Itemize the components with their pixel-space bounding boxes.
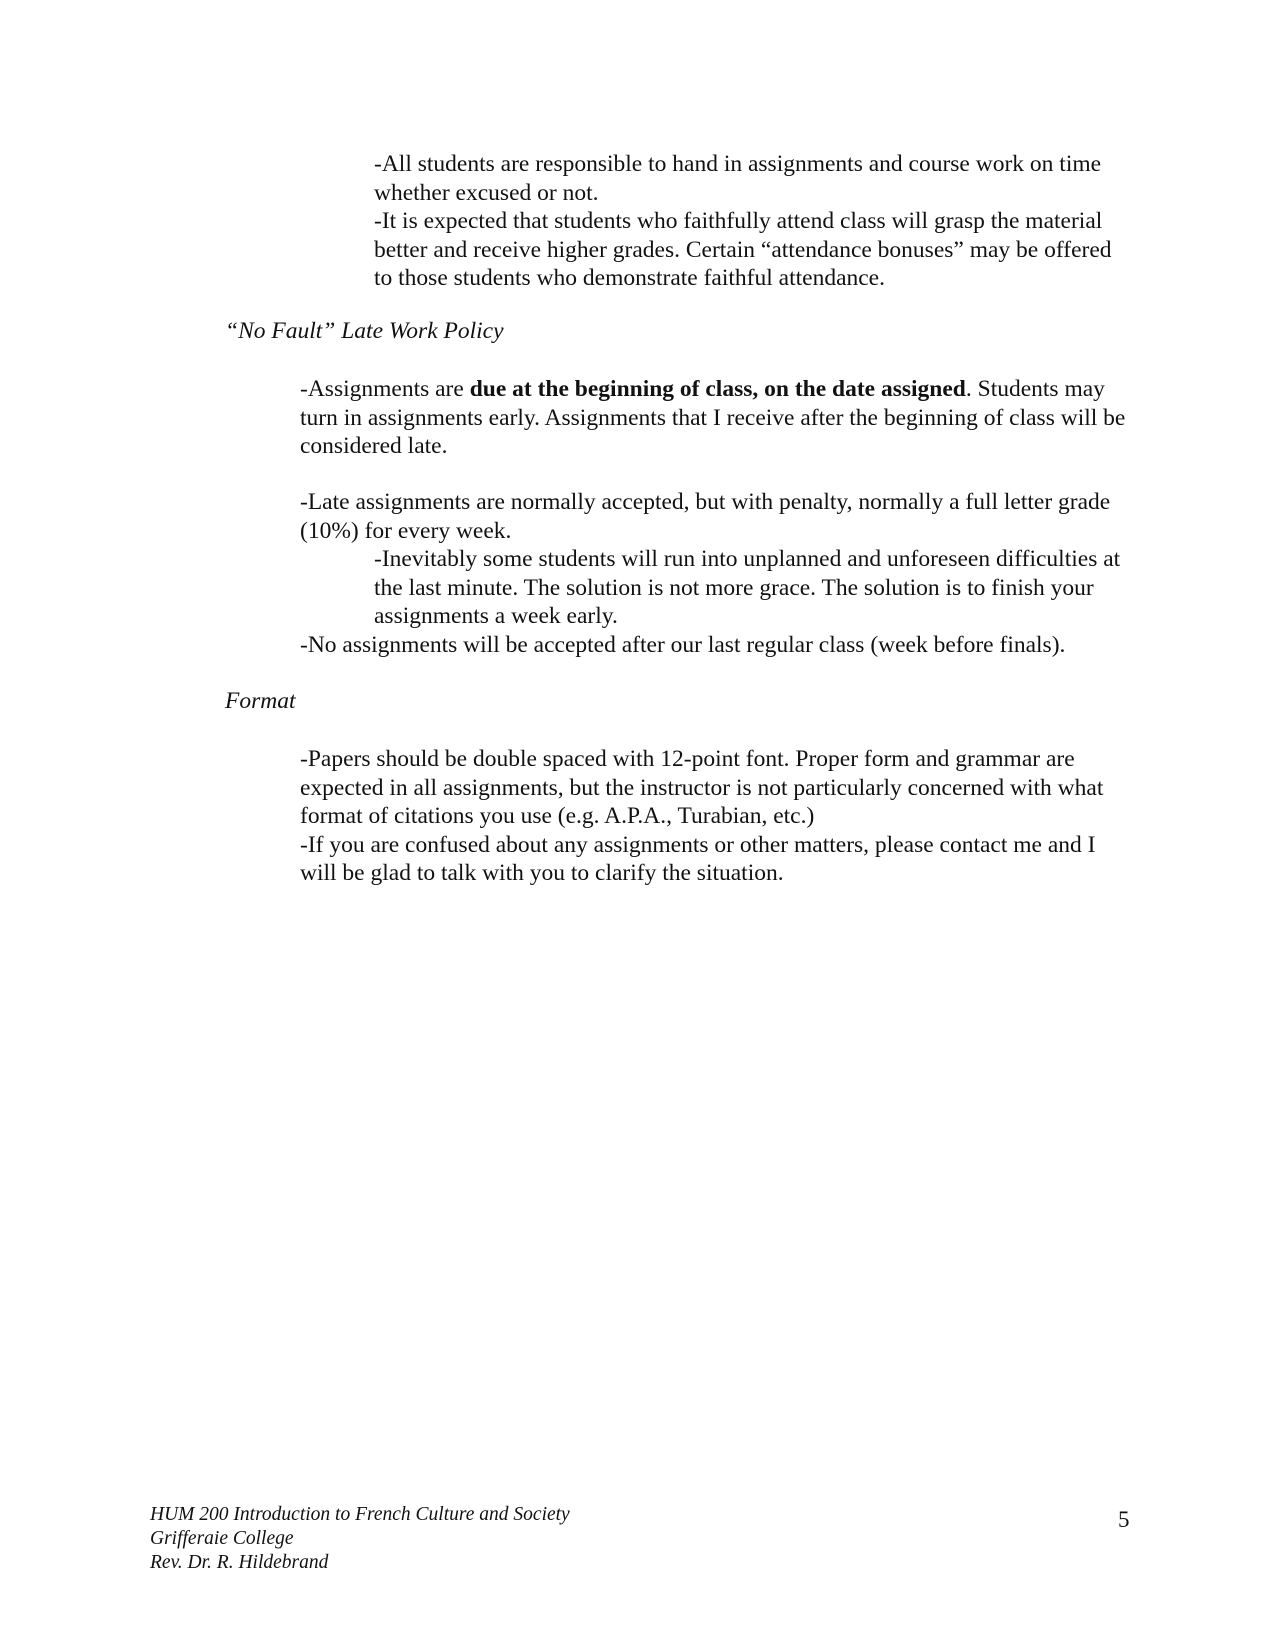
page-number: 5 <box>1118 1507 1130 1532</box>
late-policy-p3-text: -Inevitably some students will run into unplanned and unforeseen difficulties at the last minute. The solution is not more grace. The solution is to finish your assignments a week early. <box>374 546 1121 629</box>
format-section <box>300 745 1130 888</box>
late-policy-paragraph-3 <box>374 545 1134 631</box>
attendance-section <box>374 150 1134 293</box>
late-policy-p1-suffix: . Students may turn in assignments early. Assignments that I receive after the beginning of class will be considered late. <box>300 376 1126 459</box>
format-paragraph-2: -If you are confused about any assignments or other matters, please contact me and I will be glad to talk with you to clarify the situation. <box>300 831 1096 886</box>
attendance-paragraph-1: -All students are responsible to hand in assignments and course work on time whether excused or not. <box>374 151 1102 206</box>
footer-college: Grifferaie College <box>150 1528 294 1549</box>
late-policy-paragraph-1 <box>300 375 1130 461</box>
late-policy-p1-bold: due at the beginning of class, on the date assigned <box>469 376 966 402</box>
late-policy-p1-prefix: -Assignments are <box>300 376 470 402</box>
late-policy-heading: “No Fault” Late Work Policy <box>225 318 504 344</box>
late-policy-paragraph-4 <box>300 631 1130 660</box>
footer-course: HUM 200 Introduction to French Culture and Society <box>150 1504 570 1525</box>
late-policy-p4-text: -No assignments will be accepted after our last regular class (week before finals). <box>300 632 1066 658</box>
footer-instructor: Rev. Dr. R. Hildebrand <box>150 1552 329 1573</box>
page-footer <box>150 1503 570 1575</box>
late-policy-p2-text: -Late assignments are normally accepted, but with penalty, normally a full letter grade (10%) for every week. <box>300 489 1111 544</box>
format-paragraph-1: -Papers should be double spaced with 12-point font. Proper form and grammar are expected in all assignments, but the instructor is not particularly concerned with what format of citations you use (e.g. A.P.A., Turabian, etc.) <box>300 746 1104 829</box>
format-heading: Format <box>225 688 296 714</box>
late-policy-paragraph-2 <box>300 488 1130 545</box>
attendance-paragraph-2: -It is expected that students who faithfully attend class will grasp the material better and receive higher grades. Certain “attendance bonuses” may be offered to those students who demonstrate faithful attendance. <box>374 208 1112 291</box>
